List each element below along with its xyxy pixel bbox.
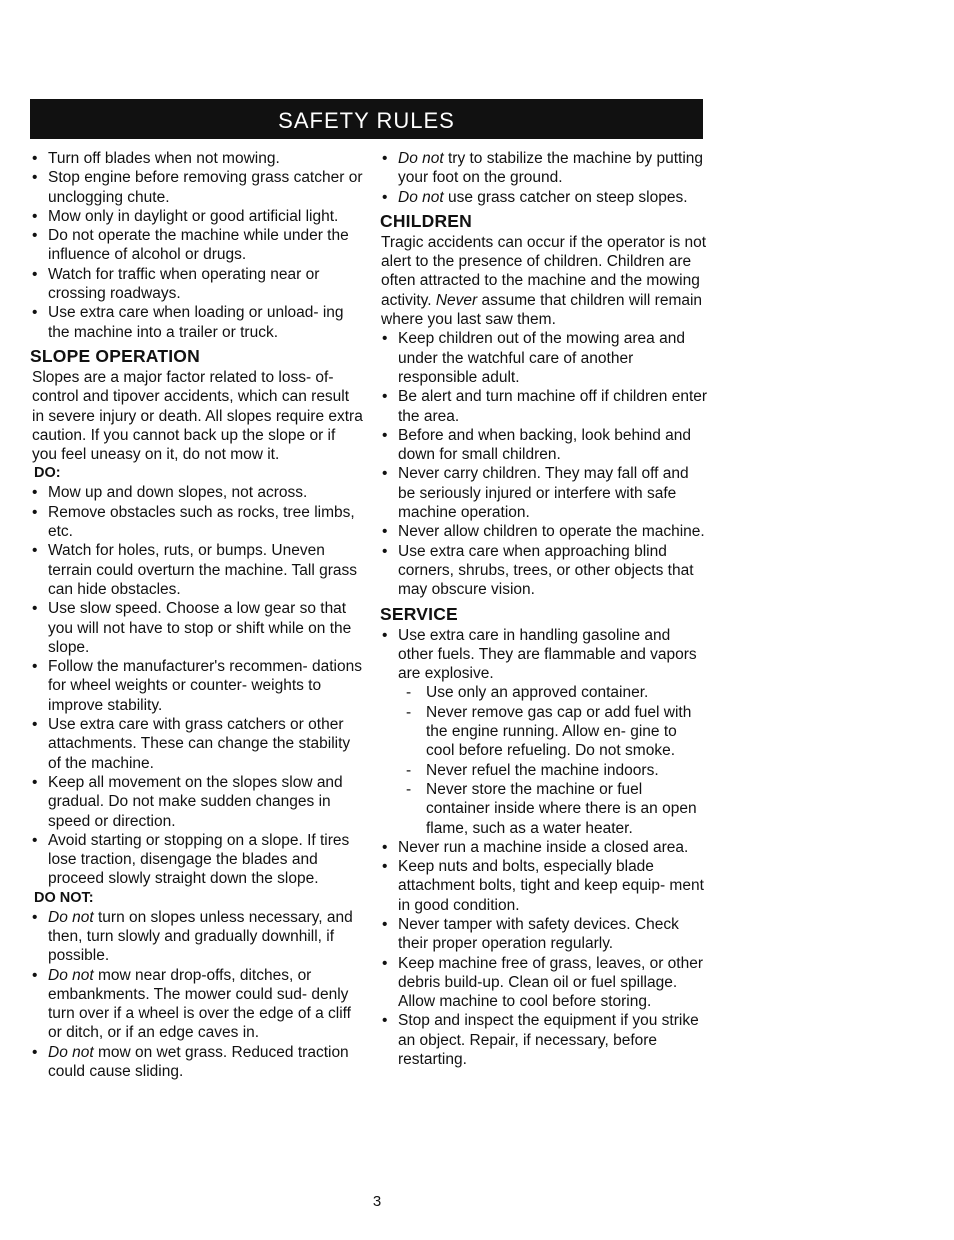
list-item: • Remove obstacles such as rocks, tree limbs, etc. bbox=[28, 503, 364, 542]
children-list bbox=[378, 329, 708, 599]
do-list bbox=[28, 483, 364, 888]
list-item bbox=[28, 1043, 364, 1082]
list-item: • Use slow speed. Choose a low gear so that you will not have to stop or shift while on the slope. bbox=[28, 599, 364, 657]
list-item: • Keep children out of the mowing area and under the watchful care of another responsible adult. bbox=[378, 329, 708, 387]
do-not-emphasis: Do not bbox=[48, 908, 94, 926]
list-item: • Never carry children. They may fall off and be seriously injured or interfere with safe machine operation. bbox=[378, 464, 708, 522]
list-item: • Keep all movement on the slopes slow and gradual. Do not make sudden changes in speed or direction. bbox=[28, 773, 364, 831]
list-item: • Watch for holes, ruts, or bumps. Uneven terrain could overturn the machine. Tall grass can hide obstacles. bbox=[28, 541, 364, 599]
do-not-emphasis: Do not bbox=[398, 188, 444, 206]
list-item-text: turn on slopes unless necessary, and then, turn slowly and gradually downhill, if possible. bbox=[48, 908, 353, 965]
list-item-text: try to stabilize the machine by putting your foot on the ground. bbox=[398, 150, 704, 187]
list-item: • Never allow children to operate the machine. bbox=[378, 522, 708, 541]
children-heading: CHILDREN bbox=[380, 210, 473, 231]
page-number: 3 bbox=[372, 1193, 382, 1210]
list-item: • Follow the manufacturer's recommen- dations for wheel weights or counter- weights to improve stability. bbox=[28, 657, 364, 715]
children-intro-text: Tragic accidents can occur if the operator is not alert to the presence of children. Children are often attracted to the machine and the mowing activity. bbox=[381, 233, 707, 309]
list-item: • Never run a machine inside a closed area. bbox=[378, 838, 708, 857]
list-item: • Never tamper with safety devices. Check their proper operation regularly. bbox=[378, 915, 708, 954]
list-item: • Keep nuts and bolts, especially blade attachment bolts, tight and keep equip- ment in good condition. bbox=[378, 857, 708, 915]
list-item-text: mow near drop-offs, ditches, or embankments. The mower could sud- denly turn over if a wheel is over the edge of a cliff or ditch, or if an edge caves in. bbox=[48, 966, 351, 1042]
general-rules-list bbox=[28, 149, 364, 342]
list-item: • Mow up and down slopes, not across. bbox=[28, 483, 364, 502]
list-item: • Do not operate the machine while under the influence of alcohol or drugs. bbox=[28, 226, 364, 265]
slope-operation-heading: SLOPE OPERATION bbox=[30, 345, 200, 366]
do-not-emphasis: Do not bbox=[48, 1043, 94, 1061]
do-not-emphasis: Do not bbox=[398, 150, 444, 167]
list-item-text: mow on wet grass. Reduced traction could cause sliding. bbox=[48, 1043, 349, 1081]
list-item: • Use extra care when approaching blind corners, shrubs, trees, or other objects that may obscure vision. bbox=[378, 542, 708, 600]
never-emphasis: Never bbox=[435, 291, 478, 309]
children-intro-end: assume that children will remain where you last saw them. bbox=[381, 291, 703, 329]
list-item bbox=[378, 149, 708, 188]
list-item: • Use extra care with grass catchers or other attachments. These can change the stability of the machine. bbox=[28, 715, 364, 773]
service-list bbox=[378, 626, 708, 1070]
list-item: • Avoid starting or stopping on a slope. If tires lose traction, disengage the blades and proceed slowly straight down the slope. bbox=[28, 831, 364, 889]
sub-list-item: - Use only an approved container. bbox=[398, 683, 708, 702]
page-banner bbox=[30, 99, 703, 139]
fuel-handling-text: Use extra care in handling gasoline and other fuels. They are flammable and vapors are explosive. bbox=[398, 626, 697, 683]
list-item: • Turn off blades when not mowing. bbox=[28, 149, 364, 168]
list-item: • Stop and inspect the equipment if you strike an object. Repair, if necessary, before restarting. bbox=[378, 1011, 708, 1069]
list-item: • Watch for traffic when operating near or crossing roadways. bbox=[28, 265, 364, 304]
list-item bbox=[28, 908, 364, 966]
list-item: • Use extra care when loading or unload- ing the machine into a trailer or truck. bbox=[28, 303, 364, 342]
do-not-continued-list bbox=[378, 149, 708, 207]
sub-list-item: - Never remove gas cap or add fuel with the engine running. Allow en- gine to cool before refueling. Do not smoke. bbox=[398, 703, 708, 761]
list-item: • Be alert and turn machine off if children enter the area. bbox=[378, 387, 708, 426]
list-item-text: use grass catcher on steep slopes. bbox=[443, 188, 688, 206]
do-not-emphasis: Do not bbox=[48, 966, 94, 984]
list-item: • Stop engine before removing grass catcher or unclogging chute. bbox=[28, 168, 364, 207]
sub-list-item: - Never refuel the machine indoors. bbox=[398, 761, 708, 780]
do-not-heading: DO NOT: bbox=[34, 889, 94, 906]
slope-intro-paragraph: Slopes are a major factor related to loss- of-control and tipover accidents, which can result in severe injury or death. All slopes require extra caution. If you cannot back up the slope or if you feel uneasy on it, do not mow it. bbox=[32, 368, 363, 464]
list-item: • Keep machine free of grass, leaves, or other debris build-up. Clean oil or fuel spillage. Allow machine to cool before storing. bbox=[378, 954, 708, 1012]
list-item bbox=[378, 626, 708, 838]
do-not-list bbox=[28, 908, 364, 1082]
right-column bbox=[378, 149, 708, 1069]
sub-list-item: - Never store the machine or fuel container inside where there is an open flame, such as a water heater. bbox=[398, 780, 708, 838]
list-item: • Before and when backing, look behind and down for small children. bbox=[378, 426, 708, 465]
list-item: • Mow only in daylight or good artificial light. bbox=[28, 207, 364, 226]
children-intro-paragraph bbox=[378, 233, 708, 329]
left-column bbox=[28, 149, 364, 1081]
list-item bbox=[28, 966, 364, 1043]
list-item bbox=[378, 188, 708, 207]
banner-title: SAFETY RULES bbox=[278, 108, 455, 133]
service-heading: SERVICE bbox=[380, 603, 458, 624]
do-heading: DO: bbox=[34, 465, 61, 482]
fuel-sub-list bbox=[398, 683, 708, 837]
